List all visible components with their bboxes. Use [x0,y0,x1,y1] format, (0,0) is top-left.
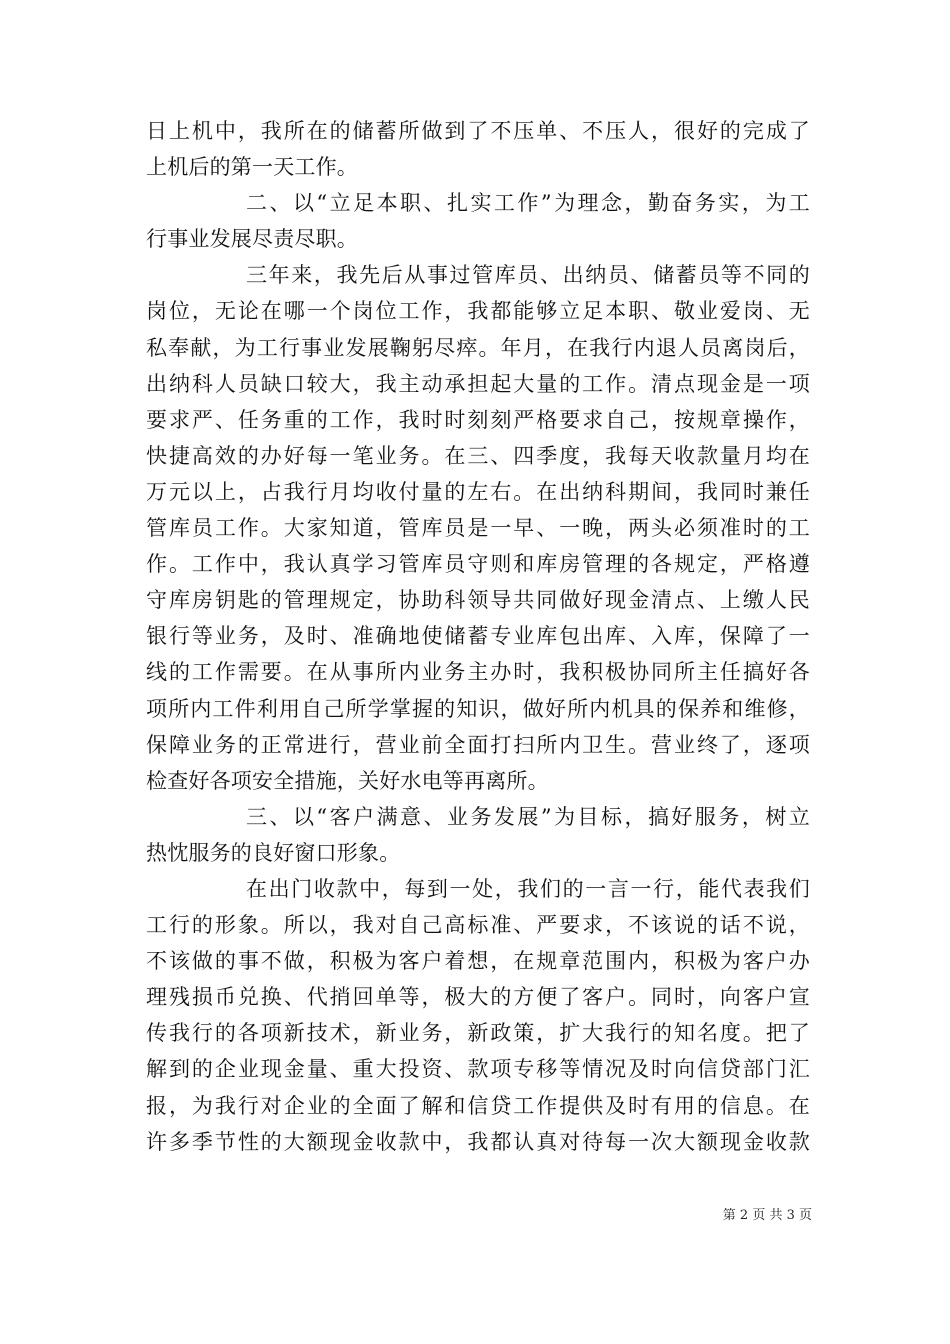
text-line: 管库员工作。大家知道，管库员是一早、一晚，两头必须准时的工 [146,516,810,541]
text-line: 万元以上，占我行月均收付量的左右。在出纳科期间，我同时兼任 [146,479,810,504]
text-line: 二、以“立足本职、扎实工作”为理念，勤奋务实，为工 [246,191,810,216]
text-line: 作。工作中，我认真学习管库员守则和库房管理的各规定，严格遵 [146,552,810,577]
text-line: 检查好各项安全措施，关好水电等再离所。 [146,768,549,793]
text-line: 线的工作需要。在从事所内业务主办时，我积极协同所主任搞好各 [146,660,810,685]
text-line: 热忱服务的良好窗口形象。 [146,840,401,865]
text-line: 岗位，无论在哪一个岗位工作，我都能够立足本职、敬业爱岗、无 [146,299,810,324]
text-line: 在出门收款中，每到一处，我们的一言一行，能代表我们 [246,876,810,901]
page-number: 第 2 页 共 3 页 [722,1208,812,1223]
text-line: 快捷高效的办好每一笔业务。在三、四季度，我每天收款量月均在 [146,443,810,468]
text-line: 银行等业务，及时、准确地使储蓄专业库包出库、入库，保障了一 [146,624,810,649]
text-line: 私奉献，为工行事业发展鞠躬尽瘁。年月，在我行内退人员离岗后， [146,335,810,360]
text-line: 项所内工件利用自己所学掌握的知识，做好所内机具的保养和维修， [146,696,810,721]
text-line: 传我行的各项新技术，新业务，新政策，扩大我行的知名度。把了 [146,1021,810,1046]
text-line: 三年来，我先后从事过管库员、出纳员、储蓄员等不同的 [246,263,810,288]
text-line: 出纳科人员缺口较大，我主动承担起大量的工作。清点现金是一项 [146,371,810,396]
text-line: 报，为我行对企业的全面了解和信贷工作提供及时有用的信息。在 [146,1093,810,1118]
text-line: 守库房钥匙的管理规定，协助科领导共同做好现金清点、上缴人民 [146,588,810,613]
text-line: 工行的形象。所以，我对自己高标准、严要求，不该说的话不说， [146,913,810,938]
text-line: 要求严、任务重的工作，我时时刻刻严格要求自己，按规章操作， [146,407,810,432]
text-line: 日上机中，我所在的储蓄所做到了不压单、不压人，很好的完成了 [146,119,810,143]
text-line: 许多季节性的大额现金收款中，我都认真对待每一次大额现金收款 [146,1129,810,1154]
text-line: 理残损币兑换、代捎回单等，极大的方便了客户。同时，向客户宣 [146,985,810,1010]
text-line: 解到的企业现金量、重大投资、款项专移等情况及时向信贷部门汇 [146,1057,810,1082]
text-line: 行事业发展尽责尽职。 [146,227,358,252]
text-line: 上机后的第一天工作。 [146,155,358,180]
text-line: 三、以“客户满意、业务发展”为目标，搞好服务，树立 [246,804,810,829]
body-text [146,113,810,1160]
text-line: 保障业务的正常进行，营业前全面打扫所内卫生。营业终了，逐项 [146,732,810,757]
text-line: 不该做的事不做，积极为客户着想，在规章范围内，积极为客户办 [146,949,810,974]
